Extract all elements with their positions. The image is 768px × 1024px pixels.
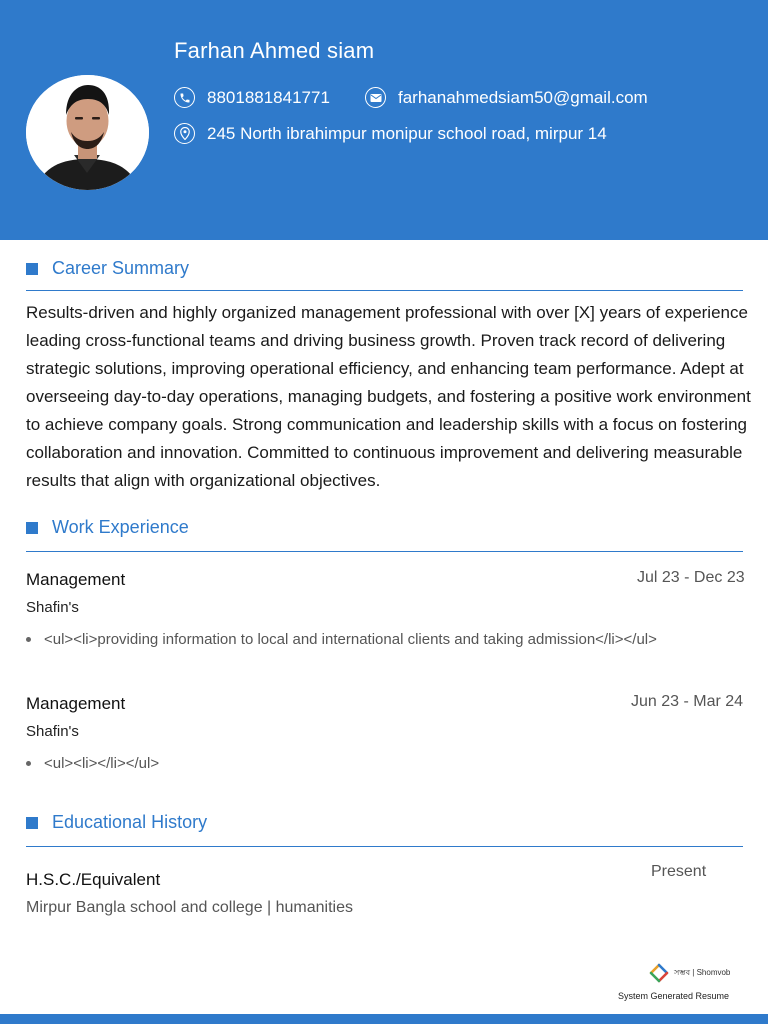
section-divider xyxy=(26,846,743,847)
email-address: farhanahmedsiam50@gmail.com xyxy=(398,87,648,107)
education-school: Mirpur Bangla school and college | humanities xyxy=(26,899,354,916)
section-divider xyxy=(26,551,743,552)
career-summary-heading: Career Summary xyxy=(26,258,189,279)
company-name: Shafin's xyxy=(26,723,79,740)
system-generated-note: System Generated Resume xyxy=(618,991,730,1001)
section-marker-icon xyxy=(26,817,38,829)
footer-bar xyxy=(0,1014,768,1024)
section-marker-icon xyxy=(26,522,38,534)
bullet-icon xyxy=(26,637,31,642)
career-summary-text: Results-driven and highly organized management professional with over [X] years of experience leading cross-functional teams and driving business growth. Proven track record of delivering strategic solutions, improving operational efficiency, and enhancing team performance. Adept at overseeing day-to-day operations, managing budgets, and fostering a positive work environment to achieve company goals. Strong communication and leadership skills with a focus on fostering collaboration and innovation. Committed to continuous improvement and delivering measurable results that align with organizational objectives. xyxy=(26,303,751,490)
section-divider xyxy=(26,290,743,291)
resume-header xyxy=(0,0,768,240)
shomvob-logo xyxy=(648,962,730,984)
job-description: <ul><li></li></ul> xyxy=(26,755,159,772)
phone-number: 8801881841771 xyxy=(207,87,330,107)
section-marker-icon xyxy=(26,263,38,275)
company-name: Shafin's xyxy=(26,599,79,616)
job-title: Management xyxy=(26,570,126,589)
email-icon xyxy=(365,87,386,108)
education-degree: H.S.C./Equivalent xyxy=(26,870,161,889)
educational-history-heading: Educational History xyxy=(26,812,207,833)
job-date: Jun 23 - Mar 24 xyxy=(631,693,744,710)
contact-address xyxy=(174,123,607,144)
profile-photo xyxy=(26,75,149,190)
work-experience-heading: Work Experience xyxy=(26,517,189,538)
contact-phone[interactable] xyxy=(174,87,330,108)
location-icon xyxy=(174,123,195,144)
candidate-name: Farhan Ahmed siam xyxy=(174,38,375,63)
job-date: Jul 23 - Dec 23 xyxy=(637,569,745,586)
education-date: Present xyxy=(651,863,707,880)
address-text: 245 North ibrahimpur monipur school road, mirpur 14 xyxy=(207,123,607,143)
shomvob-brand-text: সম্ভব | Shomvob xyxy=(674,967,731,977)
contact-email[interactable] xyxy=(365,87,648,108)
bullet-icon xyxy=(26,761,31,766)
job-description: <ul><li>providing information to local and international clients and taking admission</li></ul> xyxy=(26,631,657,648)
job-title: Management xyxy=(26,694,126,713)
phone-icon xyxy=(174,87,195,108)
shomvob-logo-icon xyxy=(648,962,670,984)
